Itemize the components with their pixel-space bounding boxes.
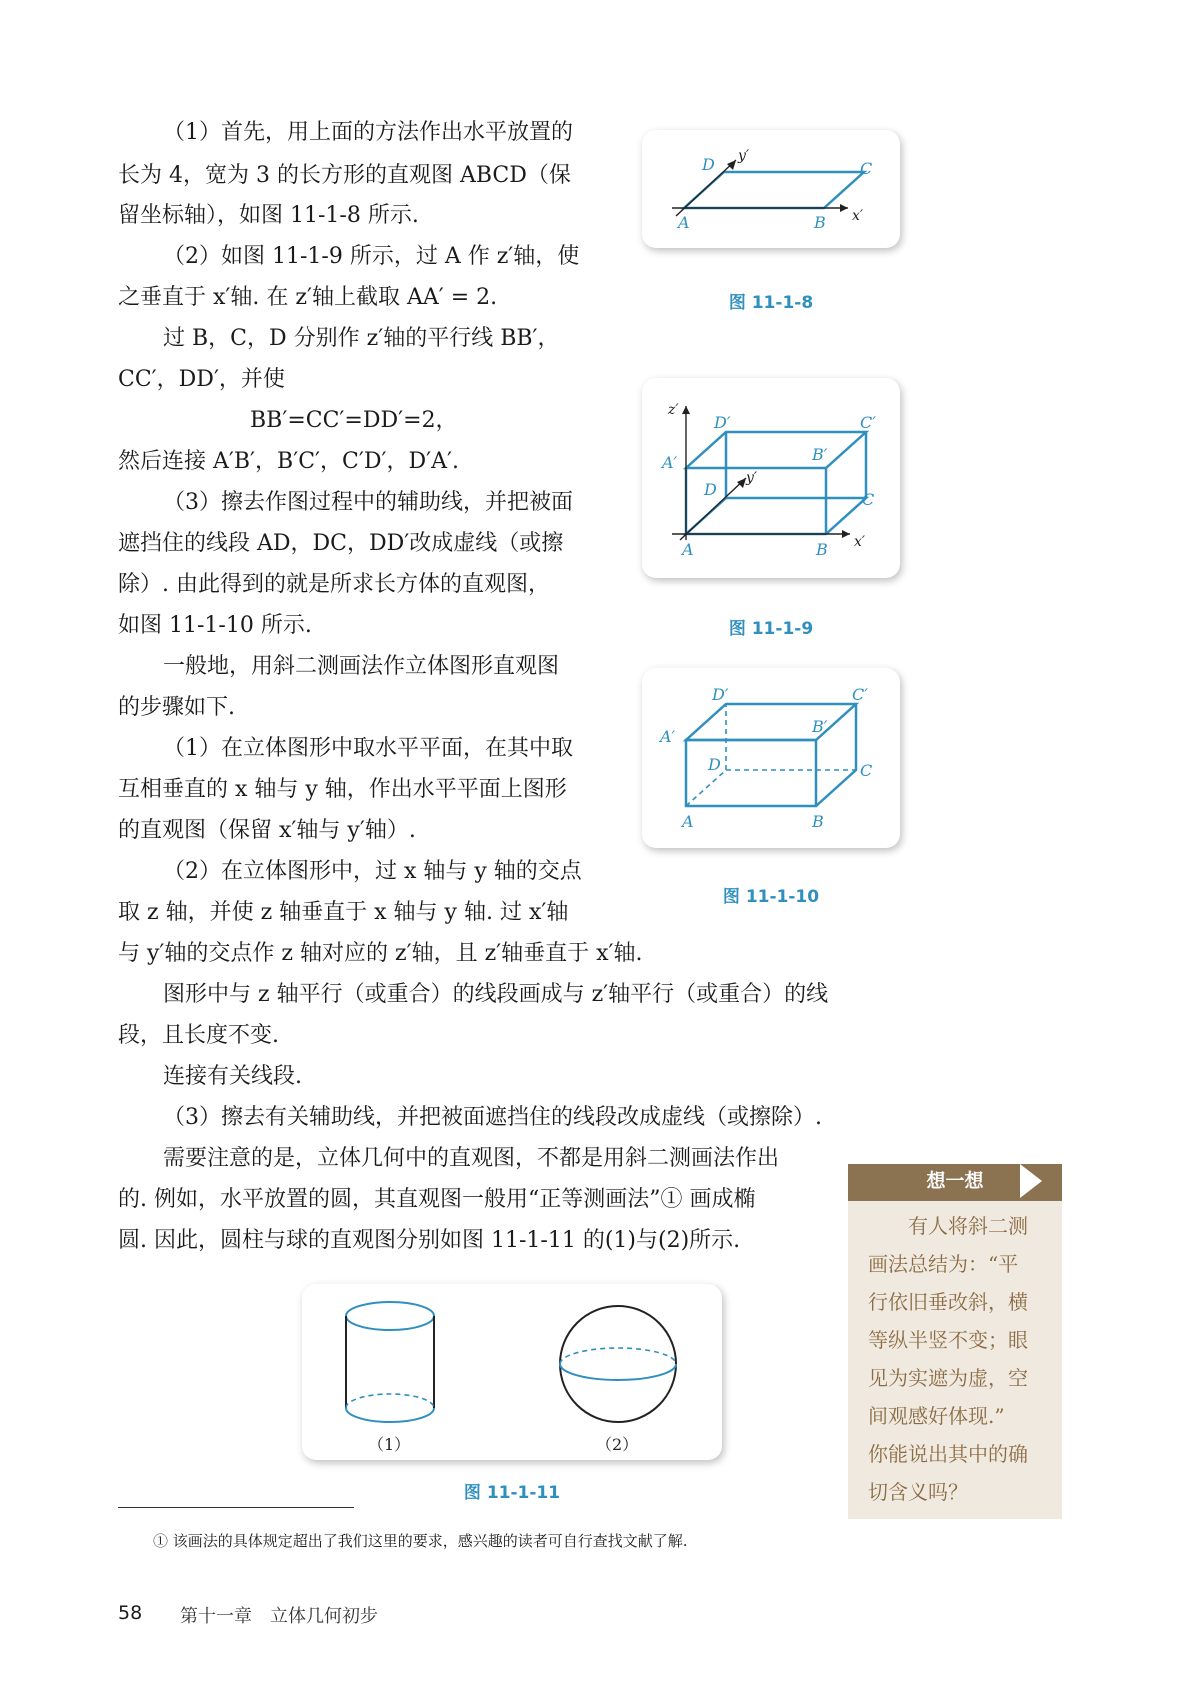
- text-line: （2）如图 11-1-9 所示，过 A 作 z′轴，使: [163, 244, 580, 269]
- sidebar-line: 画法总结为：“平: [868, 1252, 1019, 1276]
- text-line: 过 B，C，D 分别作 z′轴的平行线 BB′，: [163, 326, 560, 351]
- text-line: 互相垂直的 x 轴与 y 轴，作出水平平面上图形: [118, 777, 567, 802]
- sidebar-line: 切含义吗？: [868, 1480, 968, 1504]
- sidebar-title-notch: [1020, 1164, 1042, 1198]
- label-D: D: [708, 755, 721, 774]
- caption-11-1-8: 图 11-1-8: [728, 293, 814, 313]
- figure-11-1-9: [642, 378, 900, 578]
- label-B-prime: B′: [812, 445, 828, 464]
- sidebar-line: 行依旧垂改斜，横: [868, 1290, 1028, 1314]
- text-line: 遮挡住的线段 AD，DC，DD′改成虚线（或擦: [118, 531, 564, 556]
- sidebar-box: [848, 1198, 1062, 1519]
- sidebar-line: 有人将斜二测: [908, 1214, 1028, 1238]
- label-x-axis: x′: [854, 534, 866, 550]
- text-line: BB′=CC′=DD′=2，: [250, 408, 458, 433]
- text-line: 的. 例如，水平放置的圆，其直观图一般用“正等测画法”① 画成椭: [118, 1187, 756, 1212]
- sidebar-title: 想一想: [848, 1164, 1062, 1198]
- sidebar-line: 间观感好体现.”: [868, 1404, 1005, 1428]
- sidebar-line: 你能说出其中的确: [868, 1442, 1028, 1466]
- box-construction-diagram: [642, 378, 900, 578]
- figure-11-1-8: [642, 130, 900, 248]
- label-D: D: [702, 155, 715, 174]
- cylinder-sphere-diagram: [302, 1284, 722, 1460]
- text-line: 需要注意的是，立体几何中的直观图，不都是用斜二测画法作出: [163, 1146, 780, 1171]
- text-line: 连接有关线段.: [163, 1064, 302, 1089]
- label-D: D: [704, 480, 717, 499]
- label-C: C: [862, 490, 875, 509]
- figure-11-1-11: [302, 1284, 722, 1460]
- label-C-prime: C′: [852, 685, 868, 704]
- label-C: C: [860, 159, 873, 178]
- sidebar-line: 见为实遮为虚，空: [868, 1366, 1028, 1390]
- caption-11-1-9: 图 11-1-9: [728, 619, 814, 639]
- text-line: 留坐标轴），如图 11-1-8 所示.: [118, 203, 419, 228]
- text-line: 如图 11-1-10 所示.: [118, 613, 312, 638]
- text-line: 之垂直于 x′轴. 在 z′轴上截取 AA′ = 2.: [118, 285, 498, 310]
- label-C: C: [860, 761, 873, 780]
- label-x-axis: x′: [852, 208, 864, 224]
- label-z-axis: z′: [668, 402, 679, 418]
- sidebar-line: 等纵半竖不变；眼: [868, 1328, 1028, 1352]
- text-line: 长为 4，宽为 3 的长方形的直观图 ABCD（保: [118, 163, 571, 188]
- text-line: 的步骤如下.: [118, 695, 235, 720]
- text-line: 取 z 轴，并使 z 轴垂直于 x 轴与 y 轴. 过 x′轴: [118, 900, 569, 925]
- chapter-title: 第十一章 立体几何初步: [180, 1606, 378, 1627]
- text-line: 除）. 由此得到的就是所求长方体的直观图，: [118, 572, 550, 597]
- text-line: （1）首先，用上面的方法作出水平放置的: [163, 120, 573, 145]
- parallelogram-diagram: [642, 130, 900, 248]
- text-line: 段，且长度不变.: [118, 1023, 279, 1048]
- text-line: 然后连接 A′B′，B′C′，C′D′，D′A′.: [118, 449, 460, 474]
- label-A: A: [678, 213, 690, 232]
- text-line: 与 y′轴的交点作 z 轴对应的 z′轴，且 z′轴垂直于 x′轴.: [118, 941, 643, 966]
- label-B: B: [812, 812, 824, 831]
- label-C-prime: C′: [860, 413, 876, 432]
- cylinder-shape: [346, 1302, 434, 1422]
- text-line: （2）在立体图形中，过 x 轴与 y 轴的交点: [163, 859, 582, 884]
- label-D-prime: D′: [712, 685, 729, 704]
- label-y-axis: y′: [746, 470, 758, 486]
- sub-label-1: （1）: [368, 1435, 411, 1454]
- label-B: B: [814, 213, 826, 232]
- text-line: （3）擦去作图过程中的辅助线，并把被面: [163, 490, 573, 515]
- footnote: ① 该画法的具体规定超出了我们这里的要求，感兴趣的读者可自行查找文献了解.: [153, 1532, 688, 1550]
- caption-11-1-10: 图 11-1-10: [722, 887, 820, 907]
- text-line: 一般地，用斜二测画法作立体图形直观图: [163, 654, 560, 679]
- label-A-prime: A′: [662, 453, 678, 472]
- label-A: A: [682, 812, 694, 831]
- text-line: （1）在立体图形中取水平平面，在其中取: [163, 736, 573, 761]
- text-line: 图形中与 z 轴平行（或重合）的线段画成与 z′轴平行（或重合）的线: [163, 982, 829, 1007]
- text-line: CC′，DD′，并使: [118, 367, 285, 392]
- sphere-shape: [560, 1306, 676, 1422]
- box-final-diagram: [642, 668, 900, 848]
- figure-11-1-10: [642, 668, 900, 848]
- footnote-divider: [118, 1507, 354, 1508]
- label-A-prime: A′: [660, 727, 676, 746]
- caption-11-1-11: 图 11-1-11: [463, 1483, 561, 1503]
- label-B-prime: B′: [812, 717, 828, 736]
- label-D-prime: D′: [714, 413, 731, 432]
- label-A: A: [682, 540, 694, 559]
- sub-label-2: （2）: [596, 1435, 639, 1454]
- label-B: B: [816, 540, 828, 559]
- text-line: 的直观图（保留 x′轴与 y′轴）.: [118, 818, 416, 843]
- text-line: （3）擦去有关辅助线，并把被面遮挡住的线段改成虚线（或擦除）.: [163, 1105, 822, 1130]
- page-number: 58: [118, 1602, 143, 1624]
- label-y-axis: y′: [738, 148, 750, 164]
- text-line: 圆. 因此，圆柱与球的直观图分别如图 11-1-11 的(1)与(2)所示.: [118, 1228, 741, 1253]
